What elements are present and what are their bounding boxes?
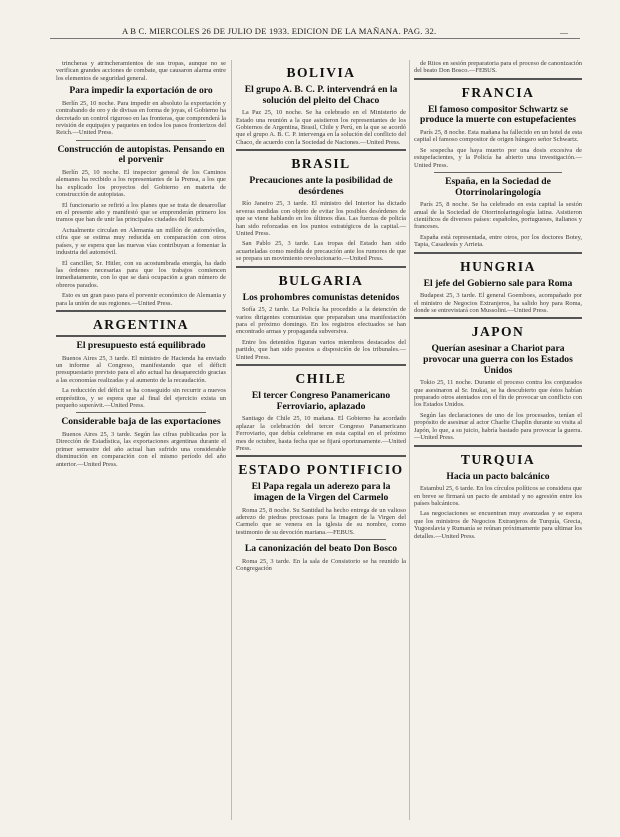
article-francia-p2: Se sospecha que haya muerto por una dosis excesiva de estupefacientes, y la Policía ha abierto una investigación.—United Press. — [414, 146, 582, 169]
divider — [236, 266, 406, 268]
article-autopistas-p1: Berlín 25, 10 noche. El inspector general de los Caminos alemanes ha recibido a los representantes de la Prensa, a los que ha explicado los proyectos del Gobierno en materia de construcción de autopistas. — [56, 169, 226, 199]
article-japon-p2: Según las declaraciones de uno de los procesados, tenían el propósito de asesinar al actor Charlie Chaplin durante su visita al Japón, lo que, a su juicio, habría bastado para provocar la guerra.—United Press. — [414, 411, 582, 442]
section-turquia: TURQUIA — [460, 451, 536, 467]
column-1 — [56, 60, 226, 820]
divider — [56, 310, 226, 312]
article-presupuesto-p2: La reducción del déficit se ha conseguido sin recurrir a nuevos empréstitos, y se espera que al final del ejercicio exista un pequeño superávit.—United Press. — [56, 387, 226, 409]
headline-autopistas: Construcción de autopistas. Pensando en el porvenir — [57, 143, 225, 166]
divider — [76, 412, 206, 413]
divider — [56, 335, 226, 337]
article-bulgaria-p1: Sofía 25, 2 tarde. La Policía ha procedido a la detención de varios dirigentes comunistas que preparaban una manifestación para el próximo domingo. En los registros efectuados se han encontrado armas y propaganda subversiva. — [236, 306, 406, 336]
divider — [76, 140, 206, 141]
section-estado-pontificio: ESTADO PONTIFICIO — [238, 462, 404, 478]
headline-presupuesto: El presupuesto está equilibrado — [76, 339, 206, 351]
headline-congreso: El tercer Congreso Panamericano Ferroviario, aplazado — [251, 390, 391, 412]
section-francia: FRANCIA — [461, 84, 535, 100]
section-argentina: ARGENTINA — [92, 316, 189, 332]
headline-jefe-gobierno: El jefe del Gobierno sale para Roma — [423, 277, 573, 289]
divider — [414, 252, 582, 254]
divider — [256, 539, 386, 540]
column-divider-1 — [231, 60, 232, 820]
article-turquia-p1: Estambul 25, 6 tarde. En los círculos políticos se considera que en breve se firmará un pacto de amistad y no agresión entre los países balcánicos. — [414, 485, 582, 507]
article-autopistas-p4: El canciller, Sr. Hitler, con su acostumbrada energía, ha dado las órdenes necesarias para que los trabajos comiencen inmediatamente, con lo que se dará ocupación a gran número de obreros parados. — [56, 259, 226, 289]
headline-comunistas: Los prohombres comunistas detenidos — [242, 291, 400, 303]
section-bolivia: BOLIVIA — [286, 65, 356, 80]
headline-aderezo: El Papa regala un aderezo para la imagen de la Virgen del Carmelo — [251, 481, 391, 503]
article-turquia-p2: Las negociaciones se encuentran muy avanzadas y se espera que los ministros de Negocios Extranjeros de Turquía, Grecia, Yugoeslavia y Rumanía se reúnan próximamente para ultimar los detalles.—United Press. — [414, 510, 582, 540]
article-brasil-p1: Río Janeiro 25, 3 tarde. El ministro del Interior ha dictado severas medidas con objeto de evitar los posibles desórdenes de que se viene hablando en los últimos días. Las fuerzas de policía han sido reforzadas en los puntos estratégicos de la capital.—United Press. — [236, 200, 406, 238]
article-intro-text: trincheras y atrincheramientos de sus tropas, aunque no se verifican grandes acciones de combate, que causaron alarma entre los elementos de seguridad general. — [56, 60, 226, 82]
column-divider-2 — [409, 60, 410, 820]
article-aderezo-text: Roma 25, 8 noche. Su Santidad ha hecho entrega de un valioso aderezo de piedras preciosas para la imagen de la Virgen del Carmelo que se venera en la iglesia de su nombre, como testimonio de su devoción mariana.—FEBUS. — [236, 506, 406, 536]
headline-espana-otorrino: España, en la Sociedad de Otorrinolaringología — [445, 176, 551, 198]
headline-abcp: El grupo A. B. C. P. intervendrá en la solución del pleito del Chaco — [244, 84, 398, 106]
headline-pacto-balcanico: Hacia un pacto balcánico — [446, 470, 550, 482]
masthead-line: A B C. MIERCOLES 26 DE JULIO DE 1933. EDICION DE LA MAÑANA. PAG. 32. — [122, 26, 437, 36]
article-autopistas-p3: Actualmente circulan en Alemania un millón de automóviles, cifra que se estima muy reducida en comparación con otros países, y se espera que las nuevas vías contribuyan a fomentar la industria del automóvil. — [56, 226, 226, 257]
headline-asesinar: Querían asesinar a Chariot para provocar una guerra con los Estados Unidos — [423, 343, 573, 376]
article-canonizacion-text: Roma 25, 3 tarde. En la sala de Consistorio se ha reunido la Congregación — [236, 557, 406, 573]
column-3 — [414, 60, 582, 820]
article-espana-p2: España está representada, entre otros, por los doctores Botey, Tapia, Casadesús y Arrieta. — [414, 233, 582, 249]
divider — [414, 317, 582, 319]
divider — [434, 172, 562, 173]
section-brasil: BRASIL — [291, 156, 351, 172]
column-2 — [236, 60, 406, 820]
masthead-rule — [50, 38, 580, 39]
article-hungria-text: Budapest 25, 3 tarde. El general Goemboes, acompañado por el ministro de Negocios Extranjeros, ha salido hoy para Roma, donde se entrevistará con Mussolini.—United Press. — [414, 292, 582, 315]
article-brasil-p2: San Pablo 25, 3 tarde. Las tropas del Estado han sido acuarteladas como medida de precaución ante los rumores de que se prepara un movimiento revolucionario.—United Press. — [236, 240, 406, 263]
section-hungria: HUNGRIA — [460, 258, 536, 274]
article-japon-p1: Tokio 25, 11 noche. Durante el proceso contra los conjurados que asesinaron al Sr. Inukai, se ha descubierto que éstos habían preparado otros atentados con el fin de provocar un conflicto con los Estados Unidos. — [414, 379, 582, 409]
headline-precauciones: Precauciones ante la posibilidad de desórdenes — [249, 175, 393, 197]
article-bolivia-text: La Paz 25, 10 noche. Se ha celebrado en el Ministerio de Estado una reunión a la que asistieron los representantes de los Gobiernos de Argentina, Brasil, Chile y Perú, en la que se acordó que el grupo A. B. C. P. intervenga en la solución del conflicto del Chaco, de acuerdo con la Sociedad de Naciones.—United Press. — [236, 109, 406, 146]
divider — [236, 149, 406, 151]
section-chile: CHILE — [295, 371, 347, 387]
divider — [236, 364, 406, 366]
headline-export-oro: Para impedir la exportación de oro — [69, 85, 213, 97]
page-folio: — — [560, 28, 568, 37]
article-ritos-text: de Ritos en sesión preparatoria para el proceso de canonización del beato Don Bosco.—FEBUS. — [414, 60, 582, 75]
article-export-text: Berlín 25, 10 noche. Para impedir en absoluto la exportación y contrabando de oro y de divisas en forma de joyas, el Gobierno ha decretado un control riguroso en las fronteras, que comprenderá la revisión de equipajes y paquetes en todos los pasos fronterizos del Reich.—United Press. — [56, 99, 226, 137]
article-exportaciones-text: Buenos Aires 25, 3 tarde. Según las cifras publicadas por la Dirección de Estadística, las exportaciones argentinas durante el primer semestre del año actual han sufrido una considerable disminución en comparación con el mismo período del año anterior.—United Press. — [56, 430, 226, 468]
headline-exportaciones: Considerable baja de las exportaciones — [61, 416, 221, 428]
article-autopistas-p2: El funcionario se refirió a los planes que se trata de desarrollar en el presente año y manifestó que se emprenderán primero los tramos que han de unir las principales ciudades del Reich. — [56, 201, 226, 224]
divider — [236, 455, 406, 457]
divider — [414, 78, 582, 80]
article-presupuesto-p1: Buenos Aires 25, 3 tarde. El ministro de Hacienda ha enviado un informe al Congreso, manifestando que el déficit presupuestario previsto para el año actual ha desaparecido gracias a las economías realizadas y al aumento de la recaudación. — [56, 354, 226, 384]
article-autopistas-p5: Esto es un gran paso para el porvenir económico de Alemania y para la unión de sus regiones.—United Press. — [56, 292, 226, 307]
divider — [414, 445, 582, 447]
section-japon: JAPON — [471, 324, 525, 340]
headline-schwartz: El famoso compositor Schwartz se produce la muerte con estupefacientes — [420, 103, 576, 126]
headline-canonizacion: La canonización del beato Don Bosco — [244, 543, 398, 555]
section-bulgaria: BULGARIA — [278, 272, 364, 288]
article-bulgaria-p2: Entre los detenidos figuran varios miembros destacados del partido, que han sido puestos a disposición de los tribunales.—United Press. — [236, 338, 406, 361]
article-espana-p1: París 25, 8 noche. Se ha celebrado en esta capital la sesión anual de la Sociedad de Otorrinolaringología latina. Asistieron científicos de diversos países: españoles, portugueses, italianos y franceses. — [414, 201, 582, 231]
article-francia-p1: París 25, 8 noche. Esta mañana ha fallecido en un hotel de esta capital el famoso compositor de origen húngaro señor Schwartz. — [414, 129, 582, 144]
article-chile-text: Santiago de Chile 25, 10 mañana. El Gobierno ha acordado aplazar la celebración del tercer Congreso Panamericano Ferroviario, que debía celebrarse en esta capital en el próximo mes de octubre, hasta fecha que se fijará oportunamente.—United Press. — [236, 415, 406, 452]
